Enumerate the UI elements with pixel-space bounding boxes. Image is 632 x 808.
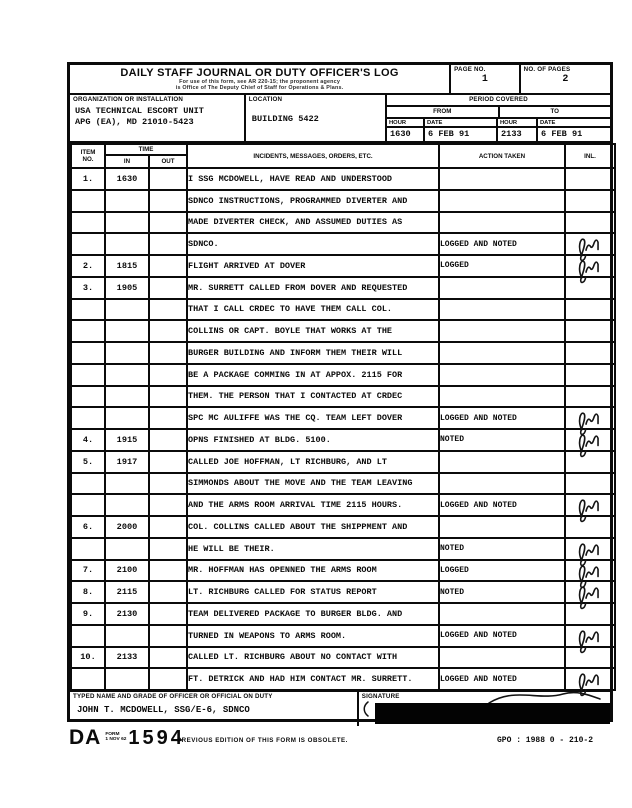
log-row (71, 407, 615, 429)
time-out (149, 538, 187, 560)
log-row (71, 494, 615, 516)
incident-text: BE A PACKAGE COMMING IN AT APPOX. 2115 FOR (187, 364, 439, 386)
time-out (149, 560, 187, 582)
time-in (105, 212, 149, 234)
log-row (71, 168, 615, 190)
log-row (71, 299, 615, 321)
log-row (71, 364, 615, 386)
time-in (105, 668, 149, 690)
time-in (105, 342, 149, 364)
time-in: 2115 (105, 581, 149, 603)
time-in (105, 407, 149, 429)
incident-text: MR. SURRETT CALLED FROM DOVER AND REQUESTED (187, 277, 439, 299)
form-edition-date: 1 NOV 62 (105, 737, 127, 743)
handwritten-initials (571, 667, 603, 703)
initials-cell (565, 168, 615, 190)
log-row (71, 277, 615, 299)
time-in: 2133 (105, 647, 149, 669)
action-taken: NOTED (439, 429, 565, 451)
action-taken (439, 516, 565, 538)
form-title-cell (70, 65, 451, 93)
initials-cell (565, 320, 615, 342)
initials-cell (565, 625, 615, 647)
from-hour-label: HOUR (387, 119, 425, 128)
time-in (105, 299, 149, 321)
log-row (71, 212, 615, 234)
time-out (149, 320, 187, 342)
time-out (149, 647, 187, 669)
incident-text: TEAM DELIVERED PACKAGE TO BURGER BLDG. AND (187, 603, 439, 625)
period-hour-date-labels (387, 119, 610, 128)
log-row (71, 647, 615, 669)
period-to-label: TO (550, 108, 559, 115)
log-row (71, 233, 615, 255)
form-header-band (70, 65, 610, 95)
location-label: LOCATION (248, 96, 283, 103)
organization-line1: USA TECHNICAL ESCORT UNIT (75, 106, 204, 116)
form-number: 1594 (128, 727, 185, 749)
time-out (149, 386, 187, 408)
item-number (71, 364, 105, 386)
da-form-1594 (67, 62, 613, 722)
time-in (105, 494, 149, 516)
incident-text: FT. DETRICK AND HAD HIM CONTACT MR. SURRETT. (187, 668, 439, 690)
initials-cell (565, 342, 615, 364)
log-row (71, 386, 615, 408)
item-number (71, 473, 105, 495)
incident-text: COLLINS OR CAPT. BOYLE THAT WORKS AT THE (187, 320, 439, 342)
column-header-item-no: ITEM NO. (71, 144, 105, 168)
log-row (71, 560, 615, 582)
signature-cell (359, 692, 610, 726)
to-date-label: DATE (538, 119, 610, 128)
initials-cell (565, 429, 615, 451)
column-header-action-taken: ACTION TAKEN (439, 144, 565, 168)
item-number (71, 386, 105, 408)
item-number (71, 407, 105, 429)
action-taken: NOTED (439, 581, 565, 603)
handwritten-initials (571, 580, 603, 616)
form-info-band (70, 95, 610, 143)
action-taken: LOGGED (439, 255, 565, 277)
log-table-body (71, 168, 615, 690)
from-hour-value: 1630 (387, 128, 425, 141)
item-number: 2. (71, 255, 105, 277)
period-hour-date-values (387, 128, 610, 141)
from-date-label: DATE (425, 119, 498, 128)
item-number (71, 190, 105, 212)
time-in (105, 473, 149, 495)
form-number-block (69, 726, 185, 749)
log-row (71, 320, 615, 342)
time-out (149, 625, 187, 647)
time-out (149, 603, 187, 625)
item-number (71, 212, 105, 234)
journal-log-table (70, 143, 616, 691)
handwritten-initials (571, 254, 603, 290)
time-out (149, 494, 187, 516)
incident-text: SDNCO. (187, 233, 439, 255)
action-taken (439, 190, 565, 212)
action-taken (439, 212, 565, 234)
action-taken (439, 342, 565, 364)
time-out (149, 429, 187, 451)
to-date-value: 6 FEB 91 (541, 129, 583, 139)
time-out (149, 668, 187, 690)
column-header-initials: INL. (565, 144, 615, 168)
from-date-value: 6 FEB 91 (425, 128, 498, 141)
item-number: 4. (71, 429, 105, 451)
initials-cell (565, 581, 615, 603)
form-subtitle-line1: For use of this form, see AR 220-15; the proponent agency (179, 79, 341, 85)
log-row (71, 603, 615, 625)
action-taken: LOGGED AND NOTED (439, 494, 565, 516)
item-number: 8. (71, 581, 105, 603)
period-covered-cell (387, 95, 610, 141)
action-taken (439, 168, 565, 190)
incident-text: TURNED IN WEAPONS TO ARMS ROOM. (187, 625, 439, 647)
time-out (149, 581, 187, 603)
time-in: 2000 (105, 516, 149, 538)
item-number (71, 625, 105, 647)
time-in: 1630 (105, 168, 149, 190)
log-row (71, 451, 615, 473)
to-hour-label: HOUR (498, 119, 538, 128)
item-number: 10. (71, 647, 105, 669)
action-taken (439, 473, 565, 495)
to-hour-value: 2133 (498, 128, 538, 141)
handwritten-initials (571, 493, 603, 529)
time-out (149, 364, 187, 386)
item-number (71, 668, 105, 690)
action-taken: LOGGED AND NOTED (439, 407, 565, 429)
action-taken (439, 386, 565, 408)
item-number: 3. (71, 277, 105, 299)
log-row (71, 538, 615, 560)
form-footer-strip (67, 727, 613, 761)
column-header-incidents: INCIDENTS, MESSAGES, ORDERS, ETC. (187, 144, 439, 168)
location-cell (246, 95, 387, 141)
action-taken (439, 364, 565, 386)
location-value: BUILDING 5422 (251, 114, 319, 124)
time-in (105, 320, 149, 342)
time-in (105, 386, 149, 408)
total-pages-value: 2 (562, 74, 569, 85)
log-row (71, 473, 615, 495)
item-number: 6. (71, 516, 105, 538)
item-number (71, 494, 105, 516)
incident-text: SPC MC AULIFFE WAS THE CQ. TEAM LEFT DOVER (187, 407, 439, 429)
typed-name-cell (70, 692, 359, 726)
time-in: 1917 (105, 451, 149, 473)
action-taken (439, 647, 565, 669)
log-row (71, 255, 615, 277)
item-number: 5. (71, 451, 105, 473)
log-row (71, 581, 615, 603)
time-out (149, 451, 187, 473)
initials-cell (565, 494, 615, 516)
initials-cell (565, 212, 615, 234)
form-subtitle-line2: is Office of The Deputy Chief of Staff for Operations & Plans. (175, 85, 344, 92)
initials-cell (565, 538, 615, 560)
typed-name-label: TYPED NAME AND GRADE OF OFFICER OR OFFICIAL ON DUTY (73, 693, 273, 700)
initials-cell (565, 407, 615, 429)
log-row (71, 625, 615, 647)
time-out (149, 190, 187, 212)
organization-label: ORGANIZATION OR INSTALLATION (73, 96, 184, 103)
incident-text: OPNS FINISHED AT BLDG. 5100. (187, 429, 439, 451)
log-row (71, 668, 615, 690)
time-in (105, 625, 149, 647)
column-header-time: TIME (105, 144, 187, 155)
item-number (71, 299, 105, 321)
initials-cell (565, 233, 615, 255)
initials-cell (565, 473, 615, 495)
signature-redaction (375, 703, 610, 724)
log-row (71, 342, 615, 364)
action-taken (439, 451, 565, 473)
incident-text: FLIGHT ARRIVED AT DOVER (187, 255, 439, 277)
incident-text: COL. COLLINS CALLED ABOUT THE SHIPPMENT AND (187, 516, 439, 538)
incident-text: MADE DIVERTER CHECK, AND ASSUMED DUTIES AS (187, 212, 439, 234)
item-number (71, 342, 105, 364)
action-taken (439, 603, 565, 625)
initials-cell (565, 364, 615, 386)
incident-text: I SSG MCDOWELL, HAVE READ AND UNDERSTOOD (187, 168, 439, 190)
incident-text: SIMMONDS ABOUT THE MOVE AND THE TEAM LEAVING (187, 473, 439, 495)
handwritten-signature-fragment (361, 701, 371, 717)
item-number: 1. (71, 168, 105, 190)
time-out (149, 407, 187, 429)
form-title: DAILY STAFF JOURNAL OR DUTY OFFICER'S LOG (120, 67, 399, 79)
time-out (149, 342, 187, 364)
time-in: 2100 (105, 560, 149, 582)
initials-cell (565, 668, 615, 690)
item-number (71, 538, 105, 560)
period-from-label: FROM (387, 107, 500, 117)
item-number: 9. (71, 603, 105, 625)
time-out (149, 277, 187, 299)
handwritten-initials (571, 624, 603, 660)
column-header-time-out: OUT (149, 155, 187, 168)
item-number (71, 320, 105, 342)
incident-text: LT. RICHBURG CALLED FOR STATUS REPORT (187, 581, 439, 603)
form-da-prefix: DA (69, 726, 102, 749)
action-taken: LOGGED AND NOTED (439, 233, 565, 255)
initials-cell (565, 386, 615, 408)
incident-text: CALLED LT. RICHBURG ABOUT NO CONTACT WITH (187, 647, 439, 669)
incident-text: MR. HOFFMAN HAS OPENNED THE ARMS ROOM (187, 560, 439, 582)
time-out (149, 233, 187, 255)
action-taken: LOGGED AND NOTED (439, 668, 565, 690)
total-pages-label: NO. OF PAGES (523, 66, 571, 73)
initials-cell (565, 560, 615, 582)
typed-name-value: JOHN T. MCDOWELL, SSG/E-6, SDNCO (77, 705, 250, 715)
item-number (71, 233, 105, 255)
action-taken: LOGGED (439, 560, 565, 582)
action-taken: NOTED (439, 538, 565, 560)
incident-text: BURGER BUILDING AND INFORM THEM THEIR WILL (187, 342, 439, 364)
incident-text: SDNCO INSTRUCTIONS, PROGRAMMED DIVERTER AND (187, 190, 439, 212)
incident-text: HE WILL BE THEIR. (187, 538, 439, 560)
incident-text: AND THE ARMS ROOM ARRIVAL TIME 2115 HOURS. (187, 494, 439, 516)
period-covered-header (387, 95, 610, 107)
gpo-print-code: GPO : 1988 0 - 210-2 (496, 736, 593, 745)
organization-line2: APG (EA), MD 21010-5423 (75, 116, 194, 127)
time-out (149, 212, 187, 234)
action-taken (439, 299, 565, 321)
organization-cell (70, 95, 246, 141)
action-taken (439, 277, 565, 299)
period-covered-label: PERIOD COVERED (469, 96, 528, 103)
form-word: FORM (105, 732, 120, 737)
incident-text: THEM. THE PERSON THAT I CONTACTED AT CRDEC (187, 386, 439, 408)
time-in (105, 538, 149, 560)
log-row (71, 516, 615, 538)
initials-cell (565, 299, 615, 321)
time-out (149, 168, 187, 190)
log-row (71, 190, 615, 212)
incident-text: CALLED JOE HOFFMAN, LT RICHBURG, AND LT (187, 451, 439, 473)
time-out (149, 516, 187, 538)
time-out (149, 299, 187, 321)
signature-band (70, 691, 610, 726)
time-in: 1815 (105, 255, 149, 277)
signature-label: SIGNATURE (361, 693, 400, 700)
time-in (105, 190, 149, 212)
time-in: 1905 (105, 277, 149, 299)
initials-cell (565, 190, 615, 212)
incident-text: THAT I CALL CRDEC TO HAVE THEM CALL COL. (187, 299, 439, 321)
action-taken (439, 320, 565, 342)
period-from-to-header (387, 107, 610, 119)
time-out (149, 473, 187, 495)
time-in: 1915 (105, 429, 149, 451)
time-out (149, 255, 187, 277)
page-number-label: PAGE NO. (454, 66, 486, 73)
time-in: 2130 (105, 603, 149, 625)
page-number-value: 1 (481, 74, 488, 85)
column-header-time-in: IN (105, 155, 149, 168)
page-number-cell (451, 65, 521, 93)
total-pages-cell (521, 65, 610, 93)
item-number: 7. (71, 560, 105, 582)
time-in (105, 364, 149, 386)
time-in (105, 233, 149, 255)
initials-cell (565, 255, 615, 277)
log-table-header (71, 144, 615, 168)
action-taken: LOGGED AND NOTED (439, 625, 565, 647)
handwritten-initials (571, 428, 603, 464)
previous-edition-note: PREVIOUS EDITION OF THIS FORM IS OBSOLETE. (177, 737, 348, 744)
log-row (71, 429, 615, 451)
